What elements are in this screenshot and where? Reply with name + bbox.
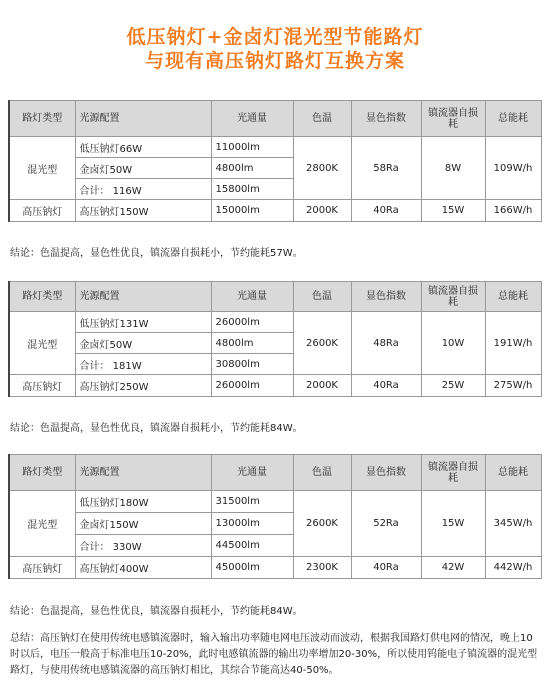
hps-ballast-cell: 15W [421,200,485,222]
hps-cct-cell: 2000K [293,375,351,397]
mixed-cri-cell: 58Ra [351,137,421,200]
header-color-temp: 色温 [293,455,351,491]
mixed-type-cell: 混光型 [9,312,75,375]
header-lamp-type: 路灯类型 [9,282,75,312]
hps-lamp-cell: 高压钠灯150W [75,200,211,222]
hps-flux-cell: 45000lm [211,557,293,579]
header-light-source: 光源配置 [75,282,211,312]
total-cell: 合计： 330W [75,535,211,557]
mixed-cct-cell: 2600K [293,312,351,375]
hps-type-cell: 高压钠灯 [9,375,75,397]
lamp2-cell: 金卤灯50W [75,158,211,179]
hps-energy-cell: 275W/h [485,375,541,397]
mixed-type-cell: 混光型 [9,137,75,200]
mixed-ballast-cell: 10W [421,312,485,375]
header-lamp-type: 路灯类型 [9,455,75,491]
title-line-1: 低压钠灯+金卤灯混光型节能路灯 [126,26,424,48]
summary-paragraph: 总结：高压钠灯在使用传统电感镇流器时，输入输出功率随电网电压波动而波动，根据我国路灯供电网的情况，晚上10时以后，电压一般高于标准电压10-20%，此时电感镇流器的输出功率增加20-30%，所以使用钨能电子镇流器的混光型路灯，与使用传统电感镇流器的高压钠灯相比，其综合节能高达40-50%。 [10,633,538,676]
total-cell: 合计： 181W [75,354,211,375]
header-lamp-type: 路灯类型 [9,101,75,137]
hps-energy-cell: 442W/h [485,557,541,579]
hps-type-cell: 高压钠灯 [9,200,75,222]
mixed-ballast-cell: 15W [421,491,485,557]
header-ballast-loss: 镇流器自损耗 [421,455,485,491]
total-flux-cell: 15800lm [211,179,293,200]
hps-cri-cell: 40Ra [351,557,421,579]
hps-cct-cell: 2000K [293,200,351,222]
header-cri: 显色指数 [351,455,421,491]
hps-lamp-cell: 高压钠灯400W [75,557,211,579]
total-flux-cell: 30800lm [211,354,293,375]
hps-flux-cell: 26000lm [211,375,293,397]
header-light-source: 光源配置 [75,455,211,491]
lamp1-cell: 低压钠灯131W [75,312,211,333]
header-color-temp: 色温 [293,282,351,312]
title-line-2: 与现有高压钠灯路灯互换方案 [144,50,405,72]
header-light-source: 光源配置 [75,101,211,137]
header-ballast-loss: 镇流器自损耗 [421,282,485,312]
mixed-cct-cell: 2600K [293,491,351,557]
lamp1-flux-cell: 31500lm [211,491,293,513]
header-energy: 总能耗 [485,101,541,137]
lamp1-cell: 低压钠灯180W [75,491,211,513]
comparison-table-1 [8,100,540,222]
lamp2-cell: 金卤灯150W [75,513,211,535]
header-energy: 总能耗 [485,282,541,312]
hps-lamp-cell: 高压钠灯250W [75,375,211,397]
header-luminous-flux: 光通量 [211,282,293,312]
conclusion-1: 结论：色温提高，显色性优良，镇流器自损耗小，节约能耗57W。 [10,248,303,259]
mixed-ballast-cell: 8W [421,137,485,200]
lamp1-flux-cell: 26000lm [211,312,293,333]
header-cri: 显色指数 [351,282,421,312]
hps-cri-cell: 40Ra [351,375,421,397]
lamp1-cell: 低压钠灯66W [75,137,211,158]
header-luminous-flux: 光通量 [211,101,293,137]
mixed-type-cell: 混光型 [9,491,75,557]
total-flux-cell: 44500lm [211,535,293,557]
header-cri: 显色指数 [351,101,421,137]
comparison-table-2 [8,281,540,397]
mixed-energy-cell: 345W/h [485,491,541,557]
lamp2-flux-cell: 13000lm [211,513,293,535]
hps-cct-cell: 2300K [293,557,351,579]
mixed-cri-cell: 48Ra [351,312,421,375]
lamp2-flux-cell: 4800lm [211,333,293,354]
header-energy: 总能耗 [485,455,541,491]
header-ballast-loss: 镇流器自损耗 [421,101,485,137]
hps-ballast-cell: 42W [421,557,485,579]
mixed-cct-cell: 2800K [293,137,351,200]
hps-cri-cell: 40Ra [351,200,421,222]
lamp2-flux-cell: 4800lm [211,158,293,179]
header-luminous-flux: 光通量 [211,455,293,491]
lamp2-cell: 金卤灯50W [75,333,211,354]
header-color-temp: 色温 [293,101,351,137]
total-cell: 合计： 116W [75,179,211,200]
hps-flux-cell: 15000lm [211,200,293,222]
mixed-energy-cell: 191W/h [485,312,541,375]
mixed-cri-cell: 52Ra [351,491,421,557]
hps-type-cell: 高压钠灯 [9,557,75,579]
hps-ballast-cell: 25W [421,375,485,397]
conclusion-3: 结论：色温提高，显色性优良，镇流器自损耗小，节约能耗84W。 [10,606,303,617]
comparison-table-3 [8,454,540,579]
conclusion-2: 结论：色温提高，显色性优良，镇流器自损耗小，节约能耗84W。 [10,423,303,434]
lamp1-flux-cell: 11000lm [211,137,293,158]
mixed-energy-cell: 109W/h [485,137,541,200]
hps-energy-cell: 166W/h [485,200,541,222]
